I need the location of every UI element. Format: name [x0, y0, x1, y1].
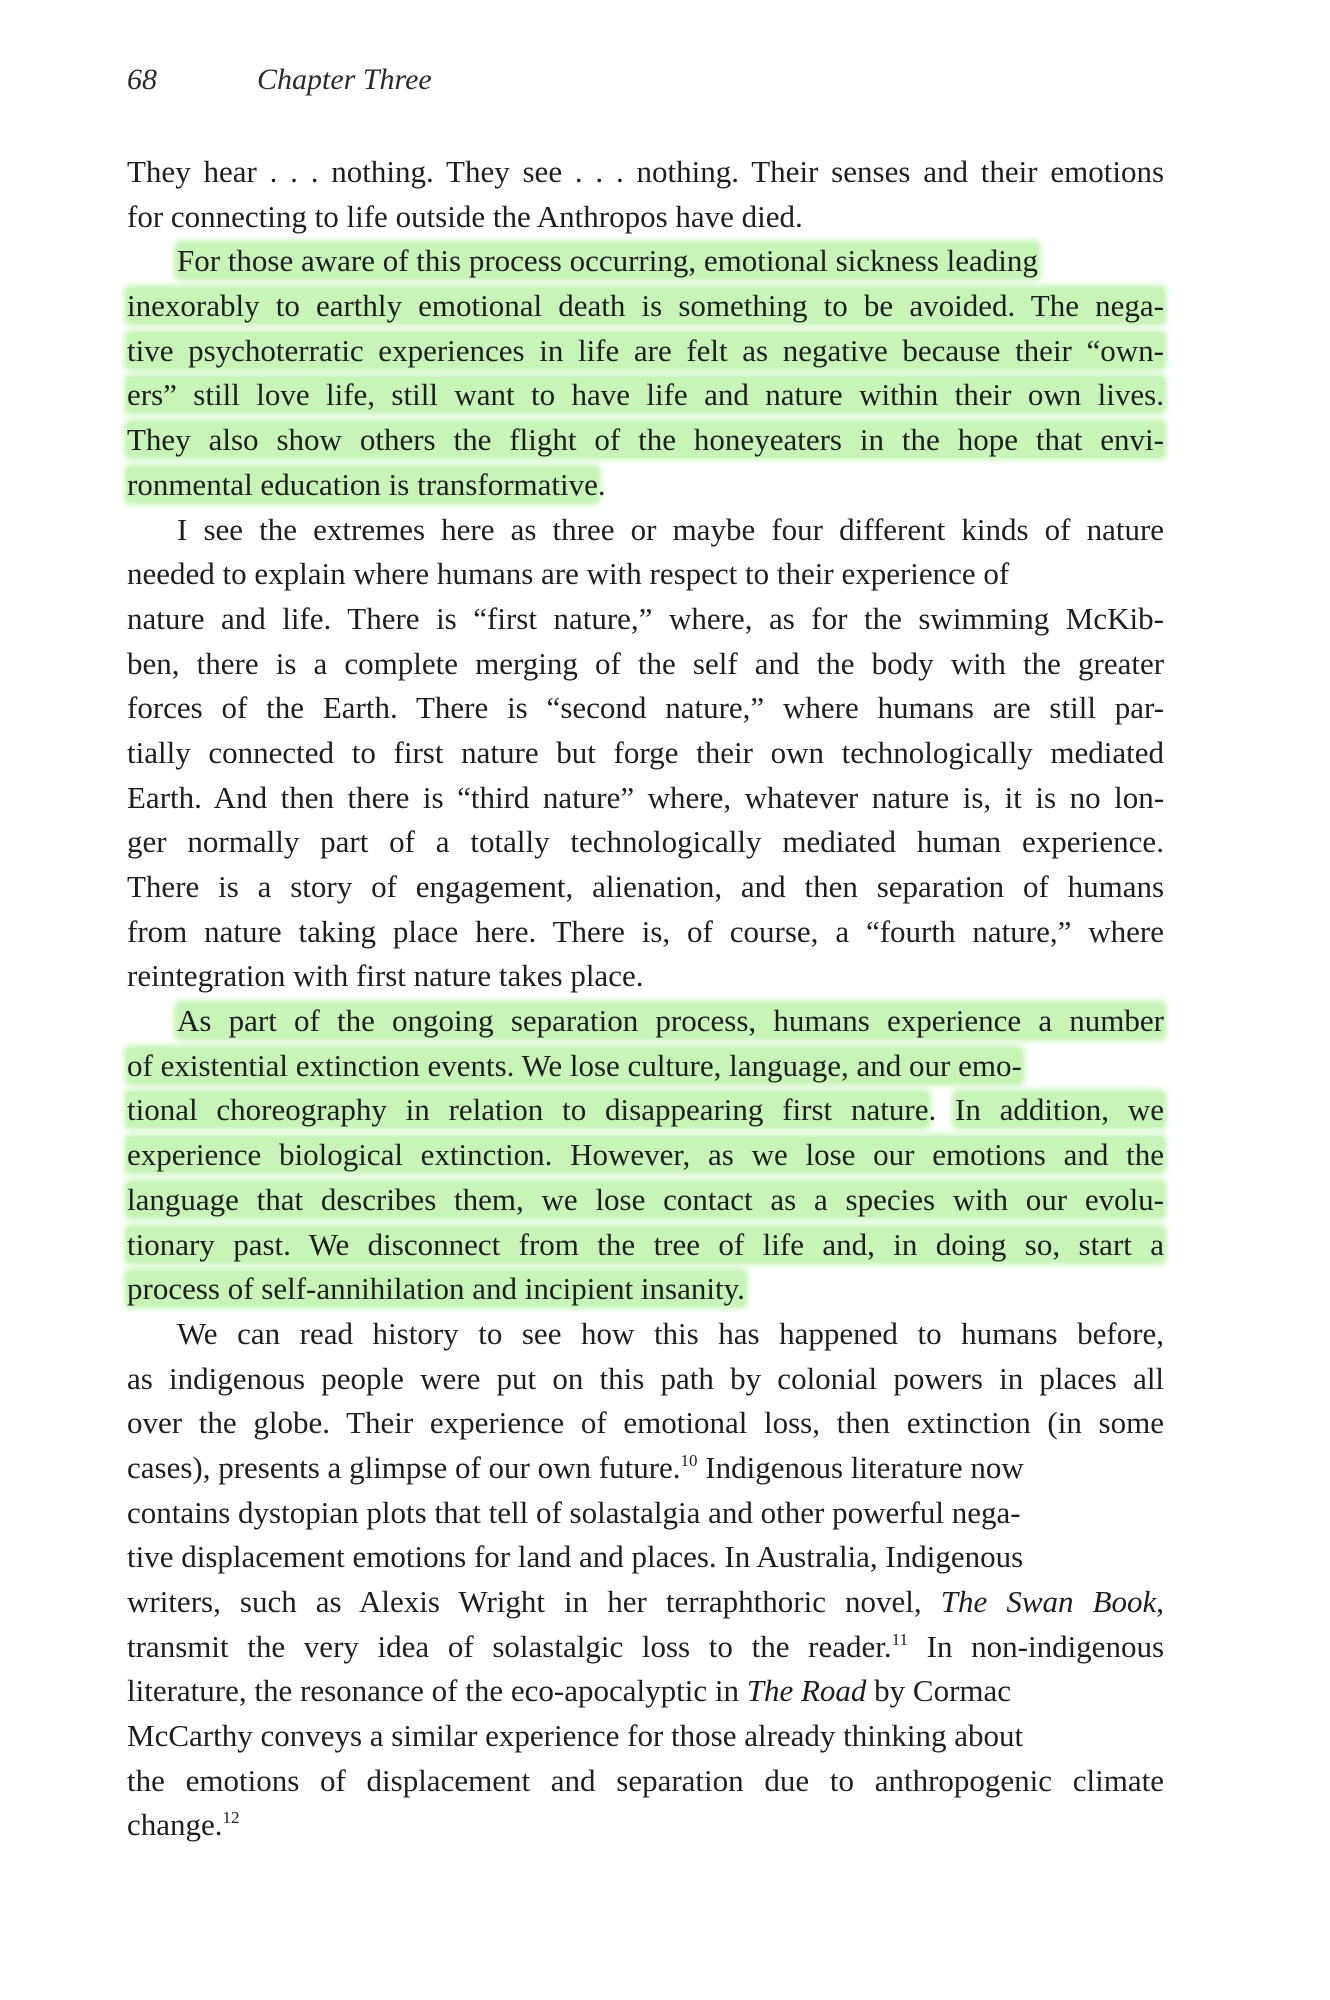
text-line	[127, 1357, 1164, 1402]
text-run: McCarthy conveys a similar experience for those already thinking about	[127, 1718, 1024, 1754]
text-line	[127, 1223, 1164, 1268]
text-line	[127, 1088, 1164, 1133]
text-run: transmit the very idea of solastalgic loss to the reader.	[127, 1628, 892, 1664]
text-run: We can read history to see how this has happened to humans before,	[177, 1315, 1165, 1351]
highlighted-text: tional choreography in relation to disappearing first nature	[127, 1092, 929, 1128]
text-line	[127, 1759, 1164, 1804]
text-line	[127, 552, 1164, 597]
highlighted-text: language that describes them, we lose contact as a species with our evolu-	[127, 1181, 1165, 1217]
text-run: over the globe. Their experience of emotional loss, then extinction (in some	[127, 1405, 1164, 1441]
text-run: nature and life. There is “first nature,” where, as for the swimming McKib-	[127, 600, 1164, 636]
text-line	[127, 1714, 1164, 1759]
chapter-title: Chapter Three	[257, 63, 432, 96]
text-run: forces of the Earth. There is “second nature,” where humans are still par-	[127, 690, 1165, 726]
text-run: ger normally part of a totally technologically mediated human experience.	[127, 824, 1164, 860]
text-line	[127, 954, 1164, 999]
text-run: the emotions of displacement and separation due to anthropogenic climate	[127, 1762, 1164, 1798]
text-line	[127, 1625, 1164, 1670]
highlighted-text: tive psychoterratic experiences in life are felt as negative because their “own-	[127, 332, 1164, 368]
footnote-ref: 11	[891, 1629, 908, 1649]
text-run: ,	[1156, 1584, 1165, 1619]
highlighted-text: For those aware of this process occurring, emotional sickness leading	[177, 243, 1038, 279]
highlighted-text: In addition, we	[955, 1092, 1164, 1128]
highlighted-text: process of self-annihilation and incipient insanity.	[127, 1271, 745, 1307]
text-line	[127, 1580, 1164, 1625]
text-line	[127, 373, 1164, 418]
text-line	[127, 329, 1164, 374]
text-line	[127, 284, 1164, 329]
highlighted-text: of existential extinction events. We lose culture, language, and our emo-	[127, 1047, 1022, 1083]
text-run: ben, there is a complete merging of the self and the body with the greater	[127, 645, 1165, 681]
text-line	[127, 910, 1164, 955]
body-text	[127, 150, 1164, 1848]
text-run: as indigenous people were put on this path by colonial powers in places all	[127, 1360, 1165, 1396]
text-run: writers, such as Alexis Wright in her terraphthoric novel,	[127, 1584, 941, 1619]
text-line	[127, 1535, 1164, 1580]
text-line	[127, 1044, 1164, 1089]
text-run: by Cormac	[866, 1673, 1012, 1709]
text-line	[127, 1133, 1164, 1178]
text-line	[127, 597, 1164, 642]
page-number: 68	[127, 63, 157, 96]
text-line	[127, 195, 1164, 240]
book-title: The Swan Book	[940, 1584, 1157, 1619]
text-run: contains dystopian plots that tell of solastalgia and other powerful nega-	[127, 1494, 1021, 1530]
highlighted-text: ronmental education is transformative	[127, 466, 598, 502]
running-head	[127, 58, 1227, 102]
text-line	[127, 508, 1164, 553]
text-line	[127, 1803, 1164, 1848]
highlighted-text: ers” still love life, still want to have life and nature within their own lives.	[127, 377, 1164, 413]
text-run: In non-indigenous	[907, 1628, 1165, 1664]
text-line	[127, 1312, 1164, 1357]
text-run: change.	[127, 1807, 223, 1843]
text-line	[127, 1669, 1164, 1714]
text-run: There is a story of engagement, alienation, and then separation of humans	[127, 869, 1165, 904]
text-line	[127, 776, 1164, 821]
text-line	[127, 150, 1164, 195]
footnote-ref: 10	[680, 1450, 698, 1470]
text-run: reintegration with first nature takes place.	[127, 958, 644, 994]
text-run: Earth. And then there is “third nature” where, whatever nature is, it is no lon-	[127, 779, 1165, 815]
highlighted-text: tionary past. We disconnect from the tree of life and, in doing so, start a	[127, 1226, 1165, 1262]
text-run: tially connected to first nature but forge their own technologically mediated	[127, 734, 1165, 770]
text-run: cases), presents a glimpse of our own future.	[127, 1449, 681, 1485]
text-run: They hear . . . nothing. They see . . . nothing. Their senses and their emotions	[127, 154, 1165, 189]
highlighted-text: experience biological extinction. However, as we lose our emotions and the	[127, 1137, 1164, 1173]
footnote-ref: 12	[222, 1808, 240, 1828]
text-run: I see the extremes here as three or maybe four different kinds of nature	[177, 511, 1165, 547]
text-line	[127, 820, 1164, 865]
highlighted-text: As part of the ongoing separation process, humans experience a number	[177, 1003, 1164, 1039]
text-line	[127, 1446, 1164, 1491]
text-line	[127, 463, 1164, 508]
text-line	[127, 1178, 1164, 1223]
text-run: .	[597, 466, 606, 502]
text-line	[127, 239, 1164, 284]
text-run: literature, the resonance of the eco-apocalyptic in	[127, 1673, 747, 1709]
text-line	[127, 642, 1164, 687]
text-line	[127, 999, 1164, 1044]
book-title: The Road	[746, 1673, 867, 1709]
text-line	[127, 1267, 1164, 1312]
text-run: Indigenous literature now	[697, 1449, 1024, 1485]
text-line	[127, 1491, 1164, 1536]
text-line	[127, 686, 1164, 731]
text-line	[127, 1401, 1164, 1446]
text-run: for connecting to life outside the Anthropos have died.	[127, 198, 803, 234]
text-run: tive displacement emotions for land and places. In Australia, Indigenous	[127, 1539, 1024, 1575]
text-run: .	[928, 1092, 956, 1128]
text-line	[127, 865, 1164, 910]
text-line	[127, 418, 1164, 463]
highlighted-text: inexorably to earthly emotional death is something to be avoided. The nega-	[127, 288, 1164, 324]
text-run: needed to explain where humans are with respect to their experience of	[127, 556, 1010, 592]
text-line	[127, 731, 1164, 776]
text-run: from nature taking place here. There is, of course, a “fourth nature,” where	[127, 913, 1164, 949]
highlighted-text: They also show others the flight of the honeyeaters in the hope that envi-	[127, 422, 1164, 458]
